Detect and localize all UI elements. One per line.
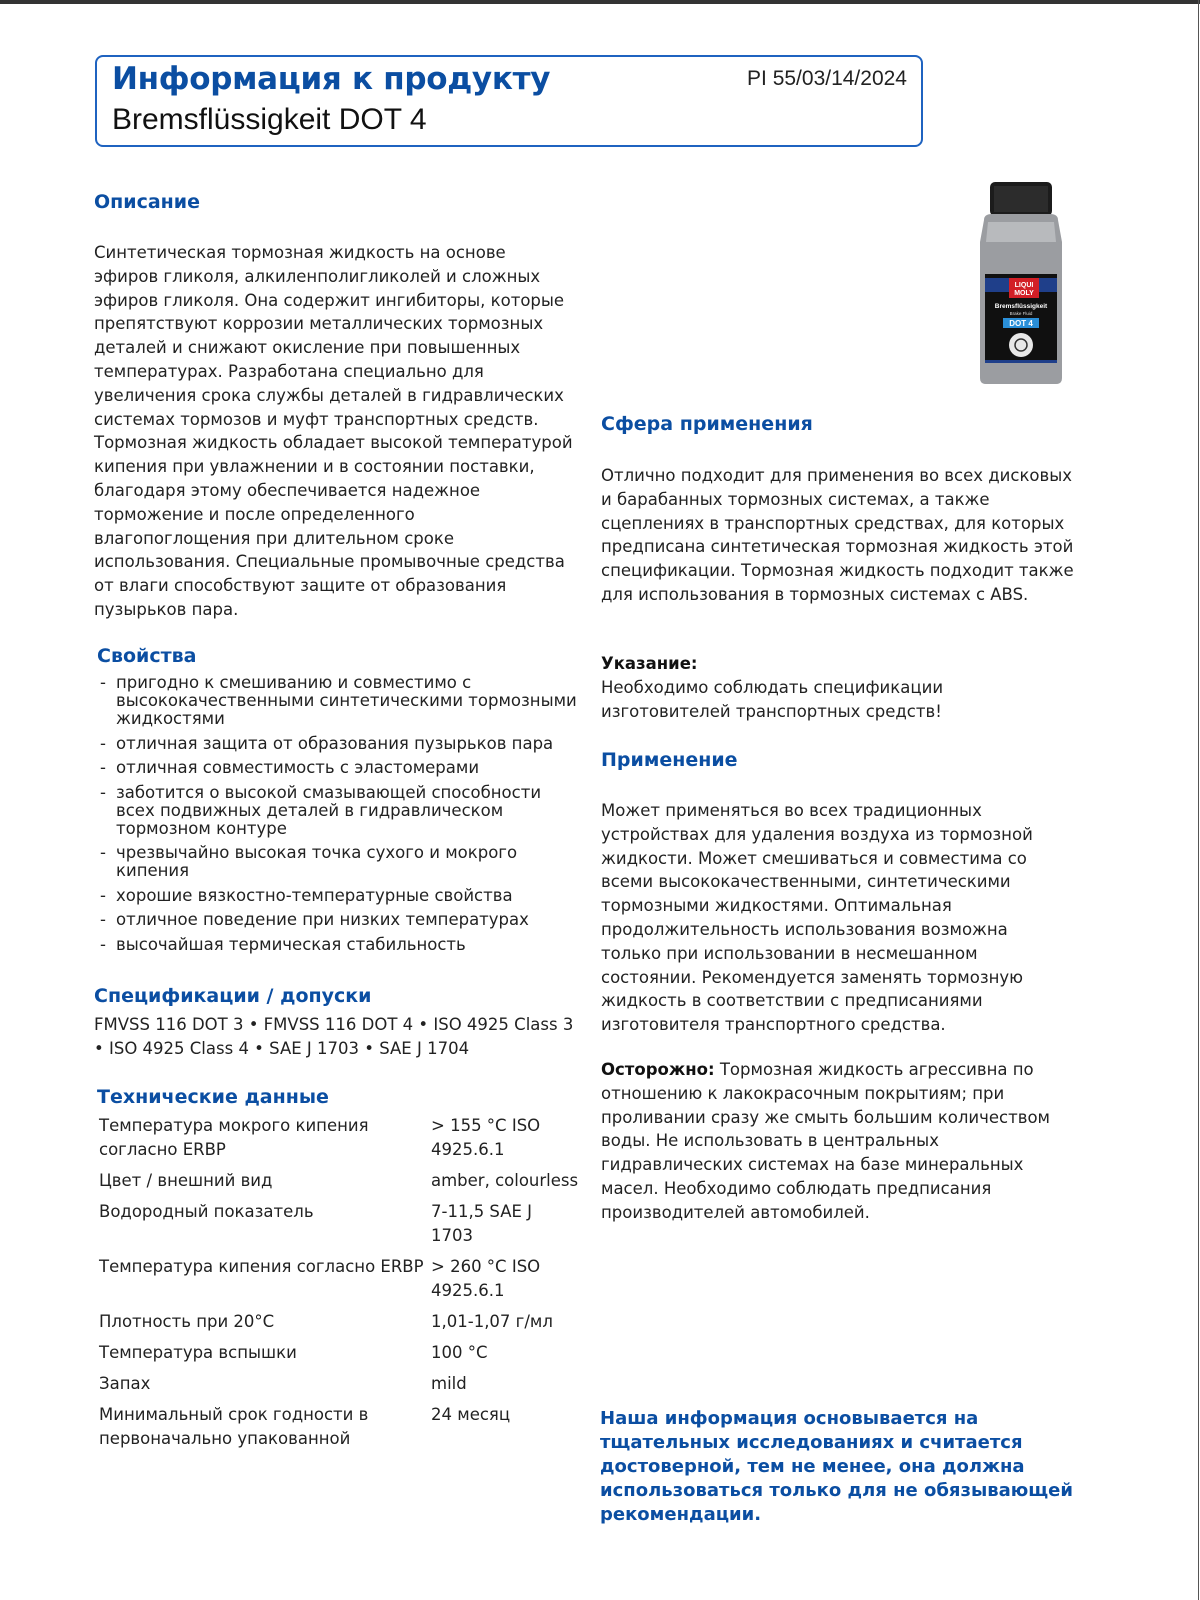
caution-text: Осторожно: Тормозная жидкость агрессивна по отношению к лакокрасочным покрытиям; при проливании сразу же смыть большим количеством воды. Не использовать в центральных гидравлических системах на базе минеральных масел. Необходимо соблюдать предписания производителей автомобилей. (601, 1060, 1051, 1222)
svg-text:LIQUI: LIQUI (1014, 282, 1034, 289)
page-title: Информация к продукту (112, 61, 551, 97)
list-item: - отличная совместимость с эластомерами (98, 759, 578, 777)
product-name: Bremsflüssigkeit DOT 4 (112, 103, 427, 136)
svg-text:DOT 4: DOT 4 (1009, 319, 1033, 328)
table-row: Температура кипения согласно ERBP > 260 °C ISO 4925.6.1 (99, 1257, 541, 1300)
description-heading: Описание (94, 191, 201, 213)
usage-text: Может применяться во всех традиционных устройствах для удаления воздуха из тормозной жидкости. Может смешиваться и совместима со всеми высококачественными, синтетическими тормозными жидкостями. Оптимальная продолжительность использования возможна только при использовании в несмешанном состоянии. Рекомендуется заменять тормозную жидкость в соответствии с предписаниями изготовителя транспортного средства. (601, 801, 1033, 1035)
properties-list (98, 674, 578, 960)
tech-heading: Технические данные (97, 1086, 329, 1108)
top-bar (0, 0, 1200, 4)
list-item: - высочайшая термическая стабильность (98, 936, 578, 954)
header-box (95, 55, 923, 147)
table-row: Температура мокрого кипения согласно ERBP > 155 °C ISO 4925.6.1 (99, 1116, 541, 1159)
disclaimer: Наша информация основывается на тщательных исследованиях и считается достоверной, тем не менее, она должна использоваться только для не обязывающей рекомендации. (600, 1408, 1073, 1525)
table-row: Запах mild (99, 1374, 467, 1393)
svg-text:Brake Fluid: Brake Fluid (1009, 311, 1033, 316)
table-row: Минимальный срок годности в первоначально упакованной 24 месяц (99, 1405, 511, 1448)
specs-heading: Спецификации / допуски (94, 985, 372, 1007)
usage-heading: Применение (601, 749, 738, 771)
list-item: - чрезвычайно высокая точка сухого и мокрого кипения (98, 844, 578, 880)
list-item: - отличная защита от образования пузырьков пара (98, 735, 578, 753)
list-item: - пригодно к смешиванию и совместимо с высококачественными синтетическими тормозными жидкостями (98, 674, 578, 728)
tech-table (99, 1114, 579, 1451)
list-item: - хорошие вязкостно-температурные свойства (98, 887, 578, 905)
description-text: Синтетическая тормозная жидкость на основе эфиров гликоля, алкиленполигликолей и сложных эфиров гликоля. Она содержит ингибиторы, которые препятствуют коррозии металлических тормозных деталей и снижают окисление при повышенных температурах. Разработана специально для увеличения срока службы деталей в гидравлических системах тормозов и муфт транспортных средств. Тормозная жидкость обладает высокой температурой кипения при увлажнении и в состоянии поставки, благодаря этому обеспечивается надежное торможение и после определенного влагопоглощения при длительном сроке использования. Специальные промывочные средства от влаги способствуют защите от образования пузырьков пара. (94, 243, 573, 619)
note-text: Необходимо соблюдать спецификации изготовителей транспортных средств! (601, 678, 944, 721)
svg-text:MOLY: MOLY (1014, 290, 1034, 297)
list-item: - отличное поведение при низких температурах (98, 911, 578, 929)
product-bottle-image (976, 182, 1066, 384)
svg-text:Bremsflüssigkeit: Bremsflüssigkeit (994, 303, 1048, 310)
table-row: Водородный показатель 7-11,5 SAE J 1703 (99, 1202, 533, 1245)
specs-text: FMVSS 116 DOT 3 • FMVSS 116 DOT 4 • ISO 4925 Class 3 • ISO 4925 Class 4 • SAE J 1703 • SAE J 1704 (94, 1015, 574, 1058)
page-border (1198, 0, 1199, 1600)
note-label: Указание: (601, 654, 698, 673)
caution-label: Осторожно: (601, 1060, 715, 1079)
scope-text: Отлично подходит для применения во всех дисковых и барабанных тормозных системах, а также сцеплениях в транспортных средствах, для которых предписана синтетическая тормозная жидкость этой спецификации. Тормозная жидкость подходит также для использования в тормозных системах с ABS. (601, 466, 1074, 604)
list-item: - заботится о высокой смазывающей способности всех подвижных деталей в гидравлическом тормозном контуре (98, 784, 578, 838)
document-number: PI 55/03/14/2024 (747, 67, 907, 90)
scope-heading: Сфера применения (601, 413, 813, 435)
properties-heading: Свойства (97, 645, 197, 667)
table-row: Плотность при 20°C 1,01-1,07 г/мл (99, 1312, 553, 1331)
table-row: Температура вспышки 100 °C (99, 1343, 488, 1362)
table-row: Цвет / внешний вид amber, colourless (99, 1171, 579, 1190)
